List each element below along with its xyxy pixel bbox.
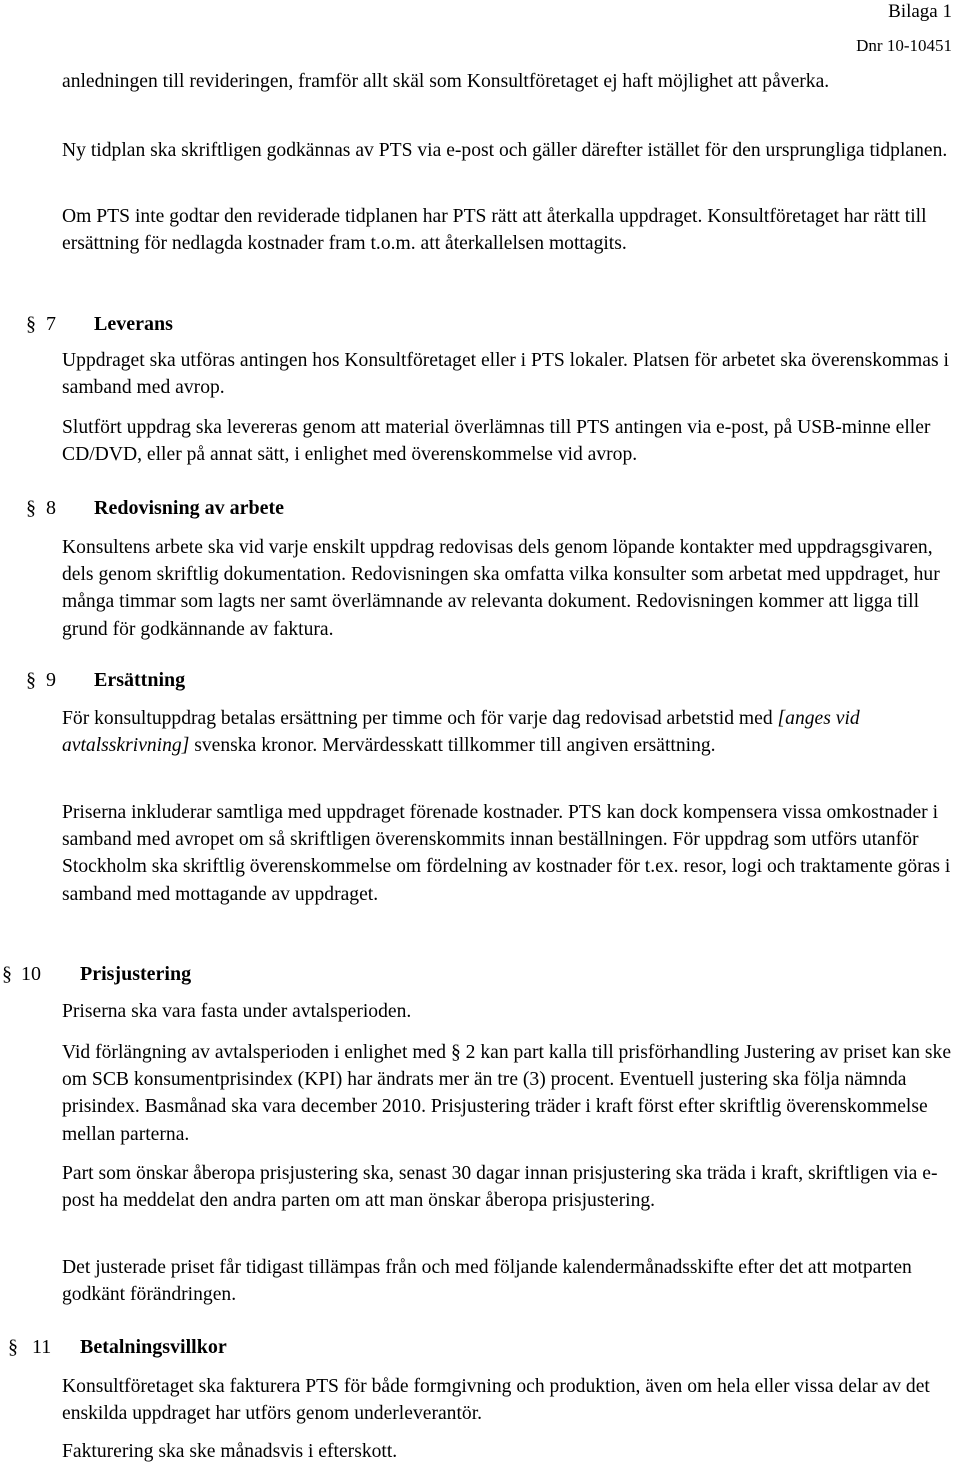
placeholder-text: [anges vid avtalsskrivning]: [62, 708, 860, 757]
section-number: 7: [46, 313, 56, 335]
section-number: 10: [21, 963, 41, 985]
section-8-paragraph-1: Konsultens arbete ska vid varje enskilt uppdrag redovisas dels genom löpande kontakter med uppdragsgivaren, dels genom skriftlig dokumentation. Redovisningen ska omfatta vilka konsulter som arbetat med uppdraget, hur många timmar som lagts ner samt överlämnande av relevanta dokument. Redovisningen kommer att ligga till grund för godkännande av faktura.: [62, 537, 940, 640]
intro-paragraph-3: Om PTS inte godtar den reviderade tidplanen har PTS rätt att återkalla uppdraget. Konsultföretaget har rätt till ersättning för nedlagda kostnader fram t.o.m. att återkallelsen mottagits.: [62, 206, 927, 255]
section-symbol: §: [26, 313, 36, 335]
paragraph-text: För konsultuppdrag betalas ersättning per timme och för varje dag redovisad arbetstid med: [62, 708, 778, 729]
section-11-paragraph-1: Konsultföretaget ska fakturera PTS för både formgivning och produktion, även om hela eller vissa delar av det enskilda uppdraget har utförs genom underleverantör.: [62, 1376, 930, 1425]
section-title: Betalningsvillkor: [80, 1336, 227, 1358]
intro-paragraph-1: anledningen till revideringen, framför allt skäl som Konsultföretaget ej haft möjlighet att påverka.: [62, 71, 830, 92]
section-7-paragraph-2: Slutfört uppdrag ska levereras genom att material överlämnas till PTS antingen via e-post, på USB-minne eller CD/DVD, eller på annat sätt, i enlighet med överenskommelse vid avrop.: [62, 417, 931, 466]
section-10-paragraph-4: Det justerade priset får tidigast tillämpas från och med följande kalendermånadsskifte efter det att motparten godkänt förändringen.: [62, 1257, 912, 1306]
section-title: Leverans: [94, 313, 173, 335]
document-number: Dnr 10-10451: [856, 36, 952, 55]
section-symbol: §: [2, 963, 12, 985]
intro-paragraph-2: Ny tidplan ska skriftligen godkännas av PTS via e-post och gäller därefter istället för den ursprungliga tidplanen.: [62, 140, 948, 161]
attachment-label: Bilaga 1: [888, 1, 952, 22]
section-symbol: §: [26, 669, 36, 691]
section-number: 9: [46, 669, 56, 691]
section-symbol: §: [26, 497, 36, 519]
section-symbol: §: [8, 1336, 18, 1358]
section-10-paragraph-3: Part som önskar åberopa prisjustering ska, senast 30 dagar innan prisjustering ska träda i kraft, skriftligen via e-post ha meddelat den andra parten om att man önskar åberopa prisjustering.: [62, 1163, 938, 1212]
section-10-paragraph-2: Vid förlängning av avtalsperioden i enlighet med § 2 kan part kalla till prisförhandling Justering av priset kan ske om SCB konsumentprisindex (KPI) har ändrats mer än tre (3) procent. Eventuell justering ska följa nämnda prisindex. Basmånad ska vara december 2010. Prisjustering träder i kraft först efter skriftlig överenskommelse mellan parterna.: [62, 1042, 952, 1145]
section-10-paragraph-1: Priserna ska vara fasta under avtalsperioden.: [62, 1001, 412, 1022]
paragraph-text: svenska kronor. Mervärdesskatt tillkommer till angiven ersättning.: [189, 735, 716, 757]
section-number: 11: [32, 1336, 52, 1358]
section-number: 8: [46, 497, 56, 519]
section-title: Ersättning: [94, 669, 186, 691]
section-7-paragraph-1: Uppdraget ska utföras antingen hos Konsultföretaget eller i PTS lokaler. Platsen för arbetet ska överenskommas i samband med avrop.: [62, 350, 949, 399]
section-11-paragraph-2: Fakturering ska ske månadsvis i efterskott.: [62, 1441, 398, 1462]
section-title: Redovisning av arbete: [94, 497, 284, 519]
section-9-paragraph-2: Priserna inkluderar samtliga med uppdraget förenade kostnader. PTS kan dock kompensera vissa omkostnader i samband med avropet om så skriftligen överenskommits innan beställningen. För uppdrag som utförs utanför Stockholm ska skriftlig överenskommelse om fördelning av kostnader för t.ex. resor, logi och traktamente göras i samband med mottagande av uppdraget.: [62, 802, 951, 905]
section-title: Prisjustering: [80, 963, 192, 985]
section-9-paragraph-1: [62, 705, 952, 759]
